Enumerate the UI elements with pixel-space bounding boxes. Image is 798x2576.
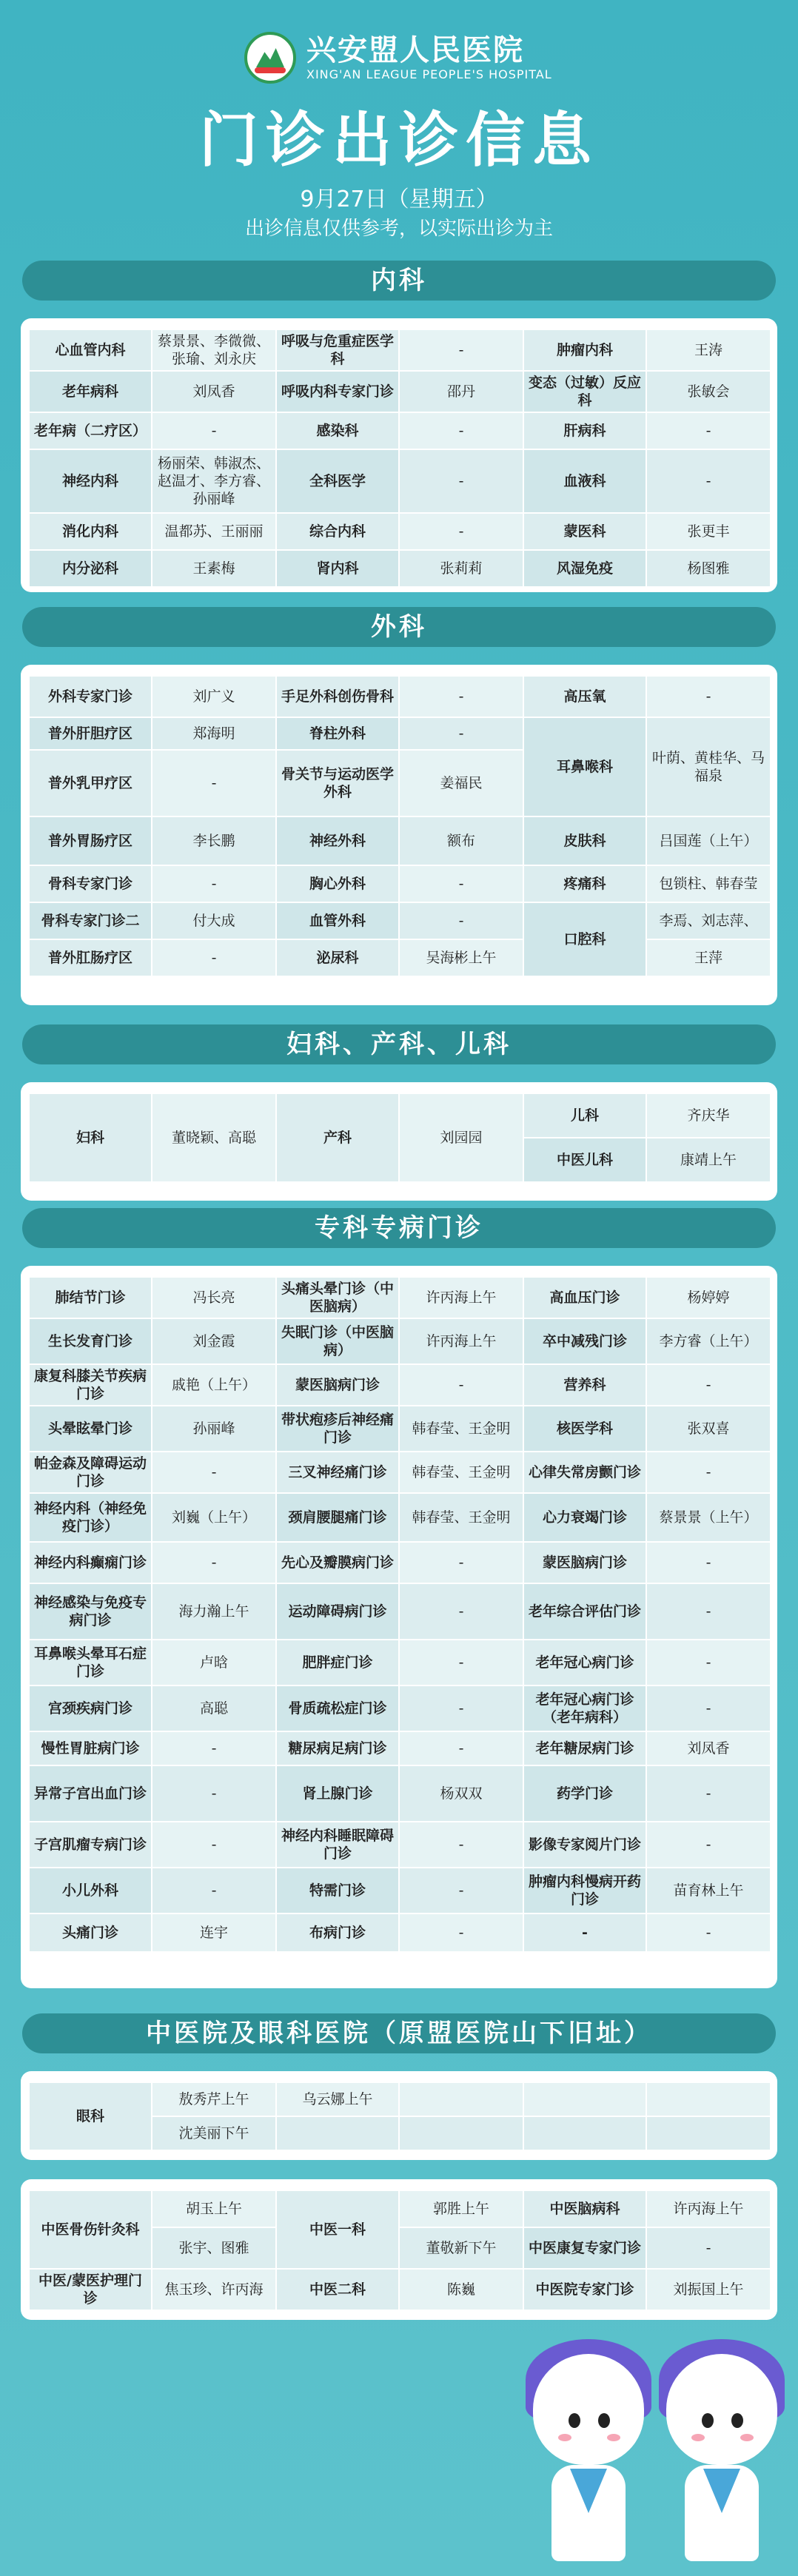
doctor-cell: 乌云娜上午 xyxy=(276,2082,399,2116)
doctor-cell: 高聪 xyxy=(152,1686,276,1731)
empty-cell xyxy=(399,2082,523,2116)
dept-cell: - xyxy=(523,1913,646,1952)
table-row xyxy=(29,1913,771,1952)
dept-cell: 先心及瓣膜病门诊 xyxy=(276,1542,399,1583)
dept-cell: 康复科膝关节疾病门诊 xyxy=(29,1364,152,1406)
doctor-cell: 温都苏、王丽丽 xyxy=(152,513,276,550)
table-row xyxy=(29,1493,771,1542)
dept-cell: 药学门诊 xyxy=(523,1765,646,1822)
doctor-cell: 李长鹏 xyxy=(152,816,276,865)
dept-cell: 耳鼻喉科 xyxy=(523,717,646,816)
dept-cell: 心律失常房颤门诊 xyxy=(523,1452,646,1493)
mascot-illustration xyxy=(518,2332,798,2576)
dept-cell: 异常子宫出血门诊 xyxy=(29,1765,152,1822)
doctor-cell: 韩春莹、王金明 xyxy=(399,1406,523,1452)
empty-cell xyxy=(523,2082,646,2116)
dept-cell: 蒙医科 xyxy=(523,513,646,550)
dept-cell: 疼痛科 xyxy=(523,865,646,902)
dept-cell: 运动障碍病门诊 xyxy=(276,1583,399,1640)
mascot-icon xyxy=(526,2339,651,2576)
doctor-cell: 刘凤香 xyxy=(152,371,276,412)
dept-cell: 妇科 xyxy=(29,1093,152,1182)
doctor-cell: - xyxy=(399,1542,523,1583)
doctor-cell: - xyxy=(152,1452,276,1493)
doctor-cell: 杨图雅 xyxy=(646,550,771,587)
doctor-cell: 王萍 xyxy=(646,939,771,976)
doctor-cell: 胡玉上午 xyxy=(152,2190,276,2227)
dept-cell: 感染科 xyxy=(276,412,399,449)
doctor-cell: 张双喜 xyxy=(646,1406,771,1452)
mascot-icon xyxy=(659,2339,785,2576)
dept-cell: 神经感染与免疫专病门诊 xyxy=(29,1583,152,1640)
empty-cell xyxy=(646,2082,771,2116)
dept-cell: 神经内科癫痫门诊 xyxy=(29,1542,152,1583)
doctor-cell: 叶荫、黄桂华、马福泉 xyxy=(646,717,771,816)
empty-cell xyxy=(523,2116,646,2150)
dept-cell: 核医学科 xyxy=(523,1406,646,1452)
doctor-cell: 苗育林上午 xyxy=(646,1868,771,1913)
empty-cell xyxy=(276,2116,399,2150)
table-row xyxy=(29,412,771,449)
fuer-panel xyxy=(21,1082,777,1201)
dept-cell: 血液科 xyxy=(523,449,646,513)
dept-cell: 骨科专家门诊二 xyxy=(29,902,152,939)
dept-cell: 蒙医脑病门诊 xyxy=(276,1364,399,1406)
table-row xyxy=(29,1868,771,1913)
dept-cell: 生长发育门诊 xyxy=(29,1318,152,1364)
dept-cell: 中医院专家门诊 xyxy=(523,2269,646,2310)
table-row xyxy=(29,1277,771,1318)
dept-cell: 眼科 xyxy=(29,2082,152,2150)
doctor-cell: 韩春莹、王金明 xyxy=(399,1452,523,1493)
waike-table xyxy=(28,675,771,977)
dept-cell: 中医骨伤针灸科 xyxy=(29,2190,152,2269)
doctor-cell: 许丙海上午 xyxy=(399,1277,523,1318)
doctor-cell: 额布 xyxy=(399,816,523,865)
table-row xyxy=(29,816,771,865)
dept-cell: 老年综合评估门诊 xyxy=(523,1583,646,1640)
table-row xyxy=(29,2082,771,2116)
doctor-cell: - xyxy=(399,676,523,717)
dept-cell: 特需门诊 xyxy=(276,1868,399,1913)
doctor-cell: - xyxy=(646,1765,771,1822)
doctor-cell: 邵丹 xyxy=(399,371,523,412)
dept-cell: 老年病科 xyxy=(29,371,152,412)
doctor-cell: - xyxy=(399,449,523,513)
dept-cell: 胸心外科 xyxy=(276,865,399,902)
zhuanke-table xyxy=(28,1276,771,1953)
doctor-cell: - xyxy=(646,1364,771,1406)
doctor-cell: 杨双双 xyxy=(399,1765,523,1822)
doctor-cell: 李方睿（上午） xyxy=(646,1318,771,1364)
doctor-cell: - xyxy=(152,750,276,816)
table-row xyxy=(29,1452,771,1493)
dept-cell: 中医二科 xyxy=(276,2269,399,2310)
table-row xyxy=(29,1093,771,1138)
doctor-cell: - xyxy=(152,1542,276,1583)
doctor-cell: 刘广义 xyxy=(152,676,276,717)
doctor-cell: 戚艳（上午） xyxy=(152,1364,276,1406)
table-row xyxy=(29,449,771,513)
dept-cell: 血管外科 xyxy=(276,902,399,939)
dept-cell: 产科 xyxy=(276,1093,399,1182)
dept-cell: 小儿外科 xyxy=(29,1868,152,1913)
table-row xyxy=(29,676,771,717)
doctor-cell: - xyxy=(399,412,523,449)
doctor-cell: - xyxy=(399,1640,523,1686)
doctor-cell: - xyxy=(399,1731,523,1765)
doctor-cell: - xyxy=(399,1686,523,1731)
dept-cell: 消化内科 xyxy=(29,513,152,550)
doctor-cell: 焦玉珍、许丙海 xyxy=(152,2269,276,2310)
dept-cell: 耳鼻喉头晕耳石症门诊 xyxy=(29,1640,152,1686)
dept-cell: 普外乳甲疗区 xyxy=(29,750,152,816)
dept-cell: 头痛头晕门诊（中医脑病） xyxy=(276,1277,399,1318)
dept-cell: 宫颈疾病门诊 xyxy=(29,1686,152,1731)
doctor-cell: 吴海彬上午 xyxy=(399,939,523,976)
doctor-cell: 张更丰 xyxy=(646,513,771,550)
table-row xyxy=(29,1822,771,1868)
zhongyi-table xyxy=(28,2190,771,2311)
doctor-cell: 齐庆华 xyxy=(646,1093,771,1138)
doctor-cell: 刘凤香 xyxy=(646,1731,771,1765)
dept-cell: 中医脑病科 xyxy=(523,2190,646,2227)
dept-cell: 蒙医脑病门诊 xyxy=(523,1542,646,1583)
dept-cell: 肾上腺门诊 xyxy=(276,1765,399,1822)
doctor-cell: 张敏会 xyxy=(646,371,771,412)
doctor-cell: 张莉莉 xyxy=(399,550,523,587)
hospital-logo-icon xyxy=(244,32,296,84)
dept-cell: 全科医学 xyxy=(276,449,399,513)
section-title-zhongyi: 中医院及眼科医院（原盟医院山下旧址） xyxy=(22,2013,776,2053)
yanke-panel xyxy=(21,2071,777,2160)
doctor-cell: 陈巍 xyxy=(399,2269,523,2310)
doctor-cell: - xyxy=(646,1542,771,1583)
doctor-cell: - xyxy=(399,1364,523,1406)
doctor-cell: - xyxy=(646,412,771,449)
dept-cell: 骨科专家门诊 xyxy=(29,865,152,902)
doctor-cell: - xyxy=(399,865,523,902)
doctor-cell: 姜福民 xyxy=(399,750,523,816)
table-row xyxy=(29,1731,771,1765)
table-row xyxy=(29,865,771,902)
doctor-cell: 卢晗 xyxy=(152,1640,276,1686)
dept-cell: 呼吸内科专家门诊 xyxy=(276,371,399,412)
doctor-cell: - xyxy=(399,1583,523,1640)
empty-cell xyxy=(399,2116,523,2150)
doctor-cell: 董晓颖、高聪 xyxy=(152,1093,276,1182)
doctor-cell: 付大成 xyxy=(152,902,276,939)
doctor-cell: - xyxy=(152,865,276,902)
empty-cell xyxy=(646,2116,771,2150)
doctor-cell: 许丙海上午 xyxy=(399,1318,523,1364)
dept-cell: 慢性胃脏病门诊 xyxy=(29,1731,152,1765)
dept-cell: 手足外科创伤骨科 xyxy=(276,676,399,717)
dept-cell: 普外胃肠疗区 xyxy=(29,816,152,865)
table-row xyxy=(29,902,771,939)
dept-cell: 老年冠心病门诊（老年病科） xyxy=(523,1686,646,1731)
hospital-name-en: XING'AN LEAGUE PEOPLE'S HOSPITAL xyxy=(306,67,552,81)
doctor-cell: 蔡景景（上午） xyxy=(646,1493,771,1542)
doctor-cell: 孙丽峰 xyxy=(152,1406,276,1452)
doctor-cell: - xyxy=(646,2227,771,2269)
dept-cell: 高压氧 xyxy=(523,676,646,717)
dept-cell: 帕金森及障碍运动门诊 xyxy=(29,1452,152,1493)
yanke-table xyxy=(28,2082,771,2151)
table-row xyxy=(29,1406,771,1452)
doctor-cell: 李焉、刘志萍、 xyxy=(646,902,771,939)
dept-cell: 泌尿科 xyxy=(276,939,399,976)
doctor-cell: 董敬新下午 xyxy=(399,2227,523,2269)
doctor-cell: - xyxy=(399,1868,523,1913)
doctor-cell: - xyxy=(399,513,523,550)
doctor-cell: - xyxy=(152,939,276,976)
table-row xyxy=(29,1542,771,1583)
table-row xyxy=(29,550,771,587)
doctor-cell: - xyxy=(152,412,276,449)
zhuanke-panel xyxy=(21,1266,777,1988)
doctor-cell: 杨婷婷 xyxy=(646,1277,771,1318)
section-title-fuer: 妇科、产科、儿科 xyxy=(22,1024,776,1064)
doctor-cell: - xyxy=(646,1686,771,1731)
doctor-cell: - xyxy=(399,1913,523,1952)
doctor-cell: 敖秀芹上午 xyxy=(152,2082,276,2116)
table-row xyxy=(29,939,771,976)
doctor-cell: 王素梅 xyxy=(152,550,276,587)
page-title: 门诊出诊信息 xyxy=(199,106,599,175)
table-row xyxy=(29,1765,771,1822)
dept-cell: 外科专家门诊 xyxy=(29,676,152,717)
dept-cell: 神经内科睡眠障碍门诊 xyxy=(276,1822,399,1868)
dept-cell: 中医一科 xyxy=(276,2190,399,2269)
dept-cell: 神经内科（神经免疫门诊） xyxy=(29,1493,152,1542)
doctor-cell: - xyxy=(152,1822,276,1868)
dept-cell: 影像专家阅片门诊 xyxy=(523,1822,646,1868)
doctor-cell: 郭胜上午 xyxy=(399,2190,523,2227)
dept-cell: 肿瘤内科慢病开药门诊 xyxy=(523,1868,646,1913)
doctor-cell: 韩春莹、王金明 xyxy=(399,1493,523,1542)
hospital-brand xyxy=(244,28,552,87)
dept-cell: 心力衰竭门诊 xyxy=(523,1493,646,1542)
dept-cell: 骨质疏松症门诊 xyxy=(276,1686,399,1731)
dept-cell: 老年冠心病门诊 xyxy=(523,1640,646,1686)
dept-cell: 高血压门诊 xyxy=(523,1277,646,1318)
table-row xyxy=(29,1318,771,1364)
table-row xyxy=(29,1364,771,1406)
doctor-cell: 刘振国上午 xyxy=(646,2269,771,2310)
dept-cell: 肥胖症门诊 xyxy=(276,1640,399,1686)
section-title-waike: 外科 xyxy=(22,607,776,647)
neike-table xyxy=(28,329,771,588)
page-header xyxy=(0,0,798,266)
dept-cell: 骨关节与运动医学外科 xyxy=(276,750,399,816)
dept-cell: 头痛门诊 xyxy=(29,1913,152,1952)
doctor-cell: 许丙海上午 xyxy=(646,2190,771,2227)
doctor-cell: - xyxy=(646,1640,771,1686)
doctor-cell: 杨丽荣、韩淑杰、赵温才、李方睿、孙丽峰 xyxy=(152,449,276,513)
doctor-cell: - xyxy=(646,1822,771,1868)
dept-cell: 糖尿病足病门诊 xyxy=(276,1731,399,1765)
dept-cell: 变态（过敏）反应科 xyxy=(523,371,646,412)
doctor-cell: - xyxy=(646,1452,771,1493)
doctor-cell: - xyxy=(646,1913,771,1952)
doctor-cell: 刘巍（上午） xyxy=(152,1493,276,1542)
dept-cell: 肺结节门诊 xyxy=(29,1277,152,1318)
dept-cell: 儿科 xyxy=(523,1093,646,1138)
dept-cell: 口腔科 xyxy=(523,902,646,976)
doctor-cell: - xyxy=(646,449,771,513)
doctor-cell: 王涛 xyxy=(646,329,771,371)
dept-cell: 呼吸与危重症医学科 xyxy=(276,329,399,371)
dept-cell: 颈肩腰腿痛门诊 xyxy=(276,1493,399,1542)
doctor-cell: 海力瀚上午 xyxy=(152,1583,276,1640)
table-row xyxy=(29,329,771,371)
dept-cell: 头晕眩晕门诊 xyxy=(29,1406,152,1452)
dept-cell: 营养科 xyxy=(523,1364,646,1406)
section-title-neike: 内科 xyxy=(22,261,776,301)
table-row xyxy=(29,2269,771,2310)
table-row xyxy=(29,371,771,412)
doctor-cell: 康靖上午 xyxy=(646,1138,771,1182)
dept-cell: 风湿免疫 xyxy=(523,550,646,587)
doctor-cell: - xyxy=(152,1731,276,1765)
dept-cell: 普外肝胆疗区 xyxy=(29,717,152,750)
table-row xyxy=(29,1686,771,1731)
fuer-table xyxy=(28,1093,771,1183)
table-row xyxy=(29,2190,771,2227)
dept-cell: 布病门诊 xyxy=(276,1913,399,1952)
dept-cell: 老年病（二疗区） xyxy=(29,412,152,449)
doctor-cell: 沈美丽下午 xyxy=(152,2116,276,2150)
doctor-cell: - xyxy=(399,902,523,939)
dept-cell: 普外肛肠疗区 xyxy=(29,939,152,976)
dept-cell: 带状疱疹后神经痛门诊 xyxy=(276,1406,399,1452)
doctor-cell: 刘金霞 xyxy=(152,1318,276,1364)
doctor-cell: 张宇、图雅 xyxy=(152,2227,276,2269)
dept-cell: 脊柱外科 xyxy=(276,717,399,750)
dept-cell: 皮肤科 xyxy=(523,816,646,865)
dept-cell: 中医儿科 xyxy=(523,1138,646,1182)
dept-cell: 神经内科 xyxy=(29,449,152,513)
doctor-cell: - xyxy=(399,329,523,371)
neike-panel xyxy=(21,318,777,592)
dept-cell: 心血管内科 xyxy=(29,329,152,371)
dept-cell: 肾内科 xyxy=(276,550,399,587)
dept-cell: 肝病科 xyxy=(523,412,646,449)
doctor-cell: - xyxy=(152,1765,276,1822)
section-title-zhuanke: 专科专病门诊 xyxy=(22,1208,776,1248)
table-row xyxy=(29,1640,771,1686)
doctor-cell: - xyxy=(399,717,523,750)
doctor-cell: 刘园园 xyxy=(399,1093,523,1182)
doctor-cell: - xyxy=(646,1583,771,1640)
doctor-cell: 郑海明 xyxy=(152,717,276,750)
dept-cell: 卒中减残门诊 xyxy=(523,1318,646,1364)
waike-panel xyxy=(21,665,777,1005)
hospital-name-cn: 兴安盟人民医院 xyxy=(306,33,524,67)
doctor-cell: 连宇 xyxy=(152,1913,276,1952)
dept-cell: 中医/蒙医护理门诊 xyxy=(29,2269,152,2310)
dept-cell: 综合内科 xyxy=(276,513,399,550)
zhongyi-panel xyxy=(21,2179,777,2320)
table-row xyxy=(29,513,771,550)
schedule-date: 9月27日（星期五） xyxy=(300,187,498,212)
dept-cell: 失眠门诊（中医脑病） xyxy=(276,1318,399,1364)
doctor-cell: 冯长亮 xyxy=(152,1277,276,1318)
table-row xyxy=(29,1583,771,1640)
doctor-cell: 包锁柱、韩春莹 xyxy=(646,865,771,902)
dept-cell: 老年糖尿病门诊 xyxy=(523,1731,646,1765)
doctor-cell: 吕国莲（上午） xyxy=(646,816,771,865)
doctor-cell: 蔡景景、李微微、张瑜、刘永庆 xyxy=(152,329,276,371)
dept-cell: 肿瘤内科 xyxy=(523,329,646,371)
doctor-cell: - xyxy=(646,676,771,717)
dept-cell: 神经外科 xyxy=(276,816,399,865)
dept-cell: 子宫肌瘤专病门诊 xyxy=(29,1822,152,1868)
doctor-cell: - xyxy=(152,1868,276,1913)
schedule-note: 出诊信息仅供参考，以实际出诊为主 xyxy=(244,218,553,240)
doctor-cell: - xyxy=(399,1822,523,1868)
table-row xyxy=(29,717,771,750)
dept-cell: 三叉神经痛门诊 xyxy=(276,1452,399,1493)
dept-cell: 中医康复专家门诊 xyxy=(523,2227,646,2269)
dept-cell: 内分泌科 xyxy=(29,550,152,587)
